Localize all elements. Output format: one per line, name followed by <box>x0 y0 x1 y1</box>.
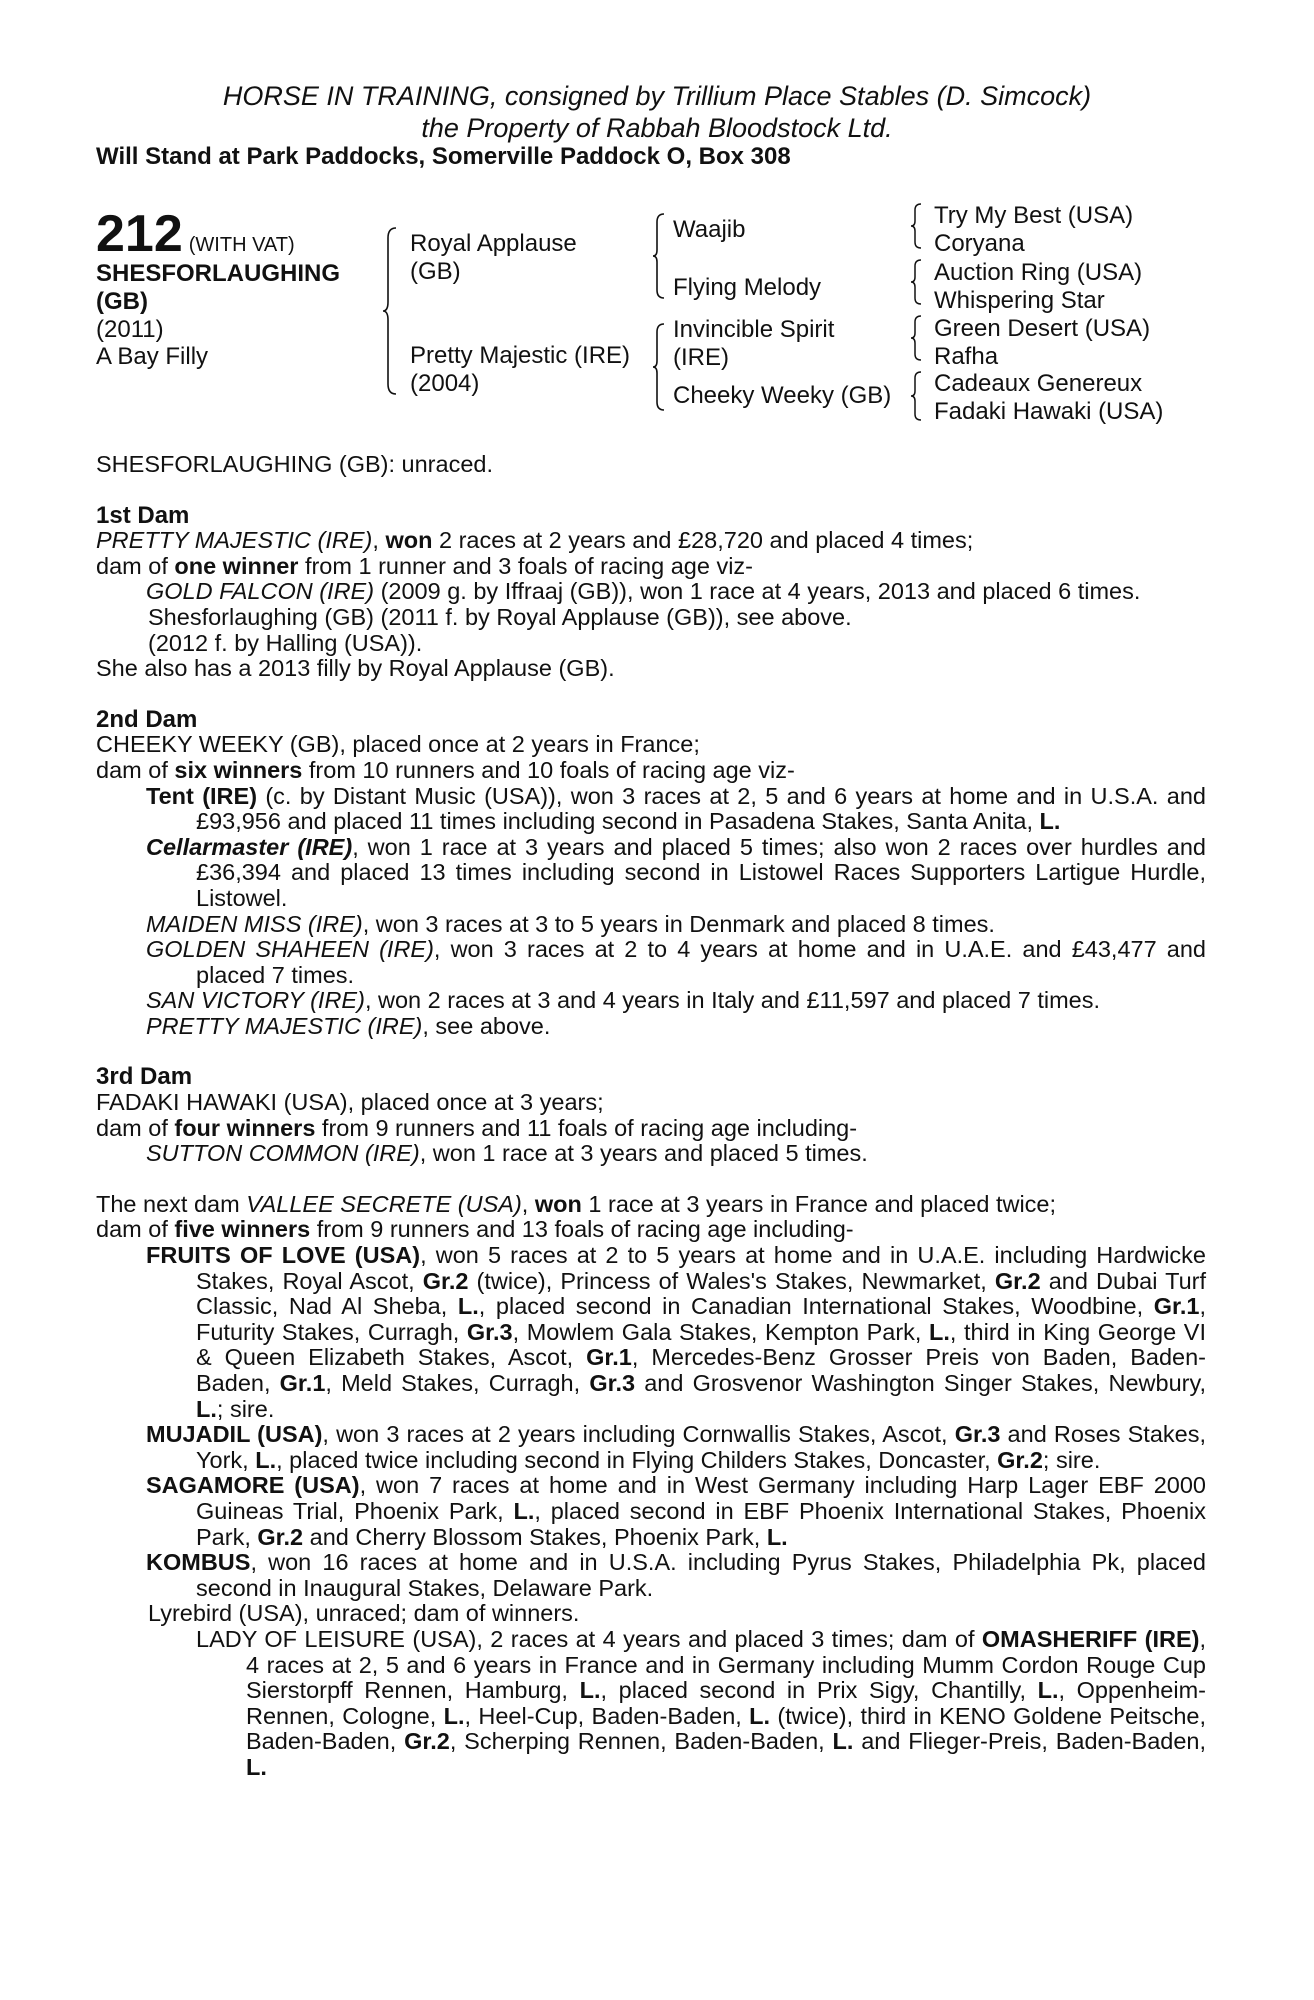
text-run: L. <box>443 1702 465 1729</box>
text-run: , Mowlem Gala Stakes, Kempton Park, <box>512 1318 930 1345</box>
sire-sire: Waajib <box>673 216 746 243</box>
text-run: LADY OF LEISURE (USA) <box>196 1625 477 1652</box>
second-dam-line: CHEEKY WEEKY (GB), placed once at 2 years in France; <box>96 731 700 758</box>
horse-name <box>96 260 340 316</box>
text-run: Gr.2 <box>257 1523 304 1550</box>
produce-cellarmaster: Cellarmaster (IRE), won 1 race at 3 years and placed 5 times; also won 2 races over hurdles and £36,394 and placed 13 times including second in Listowel Races Supporters Lartigue Hurdle, Listowel. <box>146 833 1206 911</box>
vat-label: (WITH VAT) <box>188 234 295 256</box>
text-run: , Scherping Rennen, Baden-Baden, <box>449 1728 833 1755</box>
gdam-4: Fadaki Hawaki (USA) <box>934 398 1164 425</box>
text-run: SAGAMORE (USA) <box>146 1472 360 1499</box>
produce-2012-filly: (2012 f. by Halling (USA)). <box>148 629 423 656</box>
text-run: and Grosvenor Washington Singer Stakes, Newbury, <box>635 1370 1207 1396</box>
text-run: FRUITS OF LOVE (USA) <box>146 1242 421 1269</box>
text-run: , placed second in Canadian International Stakes, Woodbine, <box>478 1293 1154 1320</box>
text-run: , Heel-Cup, Baden-Baden, <box>464 1702 750 1729</box>
text-run: , Meld Stakes, Curragh, <box>325 1370 590 1396</box>
first-dam-line: PRETTY MAJESTIC (IRE), won 2 races at 2 years and £28,720 and placed 4 times; <box>96 527 974 554</box>
text-run: (twice), Princess of Wales's Stakes, Newmarket, <box>468 1267 995 1294</box>
pedigree-brace-main <box>382 226 402 396</box>
text-run: , placed second in Prix Sigy, Chantilly, <box>600 1677 1038 1704</box>
text-run: KOMBUS <box>146 1549 251 1576</box>
gsire-1: Try My Best (USA) <box>934 202 1134 229</box>
text-run: Gr.1 <box>586 1344 632 1371</box>
first-dam-heading: 1st Dam <box>96 501 190 529</box>
gdam-2: Whispering Star <box>934 287 1105 314</box>
lot-number-block <box>96 206 295 262</box>
next-dam-produce-line: dam of five winners from 9 runners and 13 foals of racing age including- <box>96 1216 854 1243</box>
location-line: Will Stand at Park Paddocks, Somerville Paddock O, Box 308 <box>96 143 791 170</box>
text-run: , won 5 races at 2 to 5 years at home and in U.A.E. including Hardwicke Stakes, Royal Ascot, <box>196 1242 1206 1294</box>
dam-sire: Invincible Spirit (IRE) <box>673 316 835 371</box>
text-run: ; sire. <box>1042 1446 1101 1473</box>
text-run: Gr.1 <box>1153 1293 1200 1320</box>
text-run: OMASHERIFF (IRE) <box>981 1625 1200 1652</box>
text-run: L. <box>246 1753 267 1780</box>
text-run: Gr.2 <box>404 1728 450 1755</box>
pedigree-brace-dam <box>652 322 668 412</box>
dam-name: Pretty Majestic (IRE) (2004) <box>410 342 631 397</box>
produce-fruits-of-love <box>96 1243 1206 1422</box>
text-run: Gr.1 <box>279 1370 326 1396</box>
text-run: , 2 races at 4 years and placed 3 times; dam of <box>476 1625 982 1652</box>
brace-invincible-spirit <box>910 314 924 362</box>
sire-dam: Flying Melody <box>673 274 822 301</box>
text-run: MUJADIL (USA) <box>146 1421 323 1448</box>
produce-lyrebird: Lyrebird (USA), unraced; dam of winners. <box>148 1600 580 1627</box>
produce-lady-of-leisure <box>96 1627 1206 1781</box>
second-dam-produce-line: dam of six winners from 10 runners and 10 foals of racing age viz- <box>96 756 795 783</box>
first-dam-produce-line: dam of one winner from 1 runner and 3 foals of racing age viz- <box>96 552 753 579</box>
produce-san-victory: SAN VICTORY (IRE), won 2 races at 3 and 4 years in Italy and £11,597 and placed 7 times. <box>146 987 1100 1014</box>
produce-sagamore <box>96 1473 1206 1550</box>
horse-name-line2: (GB) <box>96 288 148 315</box>
text-run: Gr.3 <box>466 1318 513 1345</box>
produce-gold-falcon: GOLD FALCON (IRE) (2009 g. by Iffraaj (GB)), won 1 race at 4 years, 2013 and placed 6 times. <box>146 578 1141 605</box>
gdam-3: Rafha <box>934 343 999 370</box>
gsire-3: Green Desert (USA) <box>934 315 1151 342</box>
consignor-line: HORSE IN TRAINING, consigned by Trillium Place Stables (D. Simcock) <box>222 81 1092 111</box>
dam-dam: Cheeky Weeky (GB) <box>673 382 892 409</box>
third-dam-produce-line: dam of four winners from 9 runners and 11 foals of racing age including- <box>96 1114 858 1141</box>
text-run: L. <box>832 1728 854 1755</box>
text-run: , placed second in EBF Phoenix International Stakes, Phoenix Park, <box>196 1497 1206 1550</box>
text-run: L. <box>255 1446 277 1473</box>
text-run: , Futurity Stakes, Curragh, <box>196 1293 1206 1345</box>
catalogue-body <box>96 452 1206 1781</box>
brace-cheeky-weeky <box>910 370 924 422</box>
produce-shesforlaughing: Shesforlaughing (GB) (2011 f. by Royal Applause (GB)), see above. <box>148 603 852 630</box>
text-run: , Mercedes-Benz Grosser Preis von Baden, Baden-Baden, <box>196 1344 1206 1396</box>
produce-pretty-majestic: PRETTY MAJESTIC (IRE), see above. <box>146 1012 551 1039</box>
produce-golden-shaheen: GOLDEN SHAHEEN (IRE), won 3 races at 2 to 4 years at home and in U.A.E. and £43,477 and placed 7 times. <box>146 936 1206 988</box>
produce-2013-filly: She also has a 2013 filly by Royal Applause (GB). <box>96 655 615 682</box>
text-run: and Flieger-Preis, Baden-Baden, <box>853 1728 1206 1755</box>
text-run: L. <box>457 1293 479 1320</box>
horse-description: A Bay Filly <box>96 343 209 370</box>
text-run: L. <box>929 1318 950 1345</box>
text-run: Gr.2 <box>997 1446 1043 1473</box>
pedigree-brace-sire <box>652 212 668 300</box>
owner-line: the Property of Rabbah Bloodstock Ltd. <box>421 113 893 143</box>
text-run: L. <box>766 1523 788 1550</box>
gsire-2: Auction Ring (USA) <box>934 259 1143 286</box>
third-dam-heading: 3rd Dam <box>96 1063 193 1091</box>
next-dam-line: The next dam VALLEE SECRETE (USA), won 1 race at 3 years in France and placed twice; <box>96 1190 1057 1217</box>
race-record-summary: SHESFORLAUGHING (GB): unraced. <box>96 451 493 477</box>
text-run: L. <box>513 1497 535 1524</box>
text-run: and Dubai Turf Classic, Nad Al Sheba, <box>196 1267 1206 1320</box>
text-run: , 4 races at 2, 5 and 6 years in France and in Germany including Mumm Cordon Rouge Cup Sierstorpff Rennen, Hamburg, <box>246 1625 1206 1704</box>
lot-number: 212 <box>96 205 183 263</box>
produce-mujadil <box>96 1422 1206 1473</box>
gdam-1: Coryana <box>934 230 1025 257</box>
third-dam-line: FADAKI HAWAKI (USA), placed once at 3 years; <box>96 1089 604 1116</box>
text-run: L. <box>749 1702 771 1729</box>
text-run: ; sire. <box>216 1395 275 1422</box>
text-run: , won 3 races at 2 years including Cornwallis Stakes, Ascot, <box>322 1421 955 1448</box>
sire-name: Royal Applause (GB) <box>410 230 577 285</box>
produce-tent: Tent (IRE) (c. by Distant Music (USA)), won 3 races at 2, 5 and 6 years at home and in U.S.A. and £93,956 and placed 11 times including second in Pasadena Stakes, Santa Anita, L. <box>146 782 1206 835</box>
text-run: L. <box>196 1395 217 1422</box>
text-run: L. <box>579 1677 601 1704</box>
brace-flying-melody <box>910 258 924 306</box>
gsire-4: Cadeaux Genereux <box>934 370 1143 397</box>
text-run: , won 7 races at home and in West Germany including Harp Lager EBF 2000 Guineas Trial, Phoenix Park, <box>196 1472 1206 1524</box>
foaling-year: (2011) <box>96 316 164 343</box>
text-run: Gr.2 <box>422 1267 469 1294</box>
text-run: , won 16 races at home and in U.S.A. including Pyrus Stakes, Philadelphia Pk, placed second in Inaugural Stakes, Delaware Park. <box>196 1549 1206 1601</box>
text-run: , Oppenheim-Rennen, Cologne, <box>246 1677 1206 1729</box>
text-run: Gr.3 <box>589 1370 636 1396</box>
text-run: (twice), third in KENO Goldene Peitsche, Baden-Baden, <box>246 1702 1206 1755</box>
text-run: , placed twice including second in Flying Childers Stakes, Doncaster, <box>276 1446 998 1473</box>
text-run: and Cherry Blossom Stakes, Phoenix Park, <box>303 1523 767 1550</box>
text-run: L. <box>1037 1677 1059 1704</box>
text-run: and Roses Stakes, York, <box>196 1421 1206 1473</box>
brace-waajib <box>910 202 924 250</box>
produce-kombus <box>96 1550 1206 1601</box>
produce-maiden-miss: MAIDEN MISS (IRE), won 3 races at 3 to 5 years in Denmark and placed 8 times. <box>146 910 995 937</box>
text-run: Gr.2 <box>994 1267 1041 1294</box>
horse-name-line1: SHESFORLAUGHING <box>96 260 341 287</box>
second-dam-heading: 2nd Dam <box>96 705 198 733</box>
text-run: Gr.3 <box>954 1421 1001 1448</box>
text-run: , third in King George VI & Queen Elizabeth Stakes, Ascot, <box>196 1318 1206 1371</box>
produce-sutton-common: SUTTON COMMON (IRE), won 1 race at 3 years and placed 5 times. <box>146 1140 868 1167</box>
